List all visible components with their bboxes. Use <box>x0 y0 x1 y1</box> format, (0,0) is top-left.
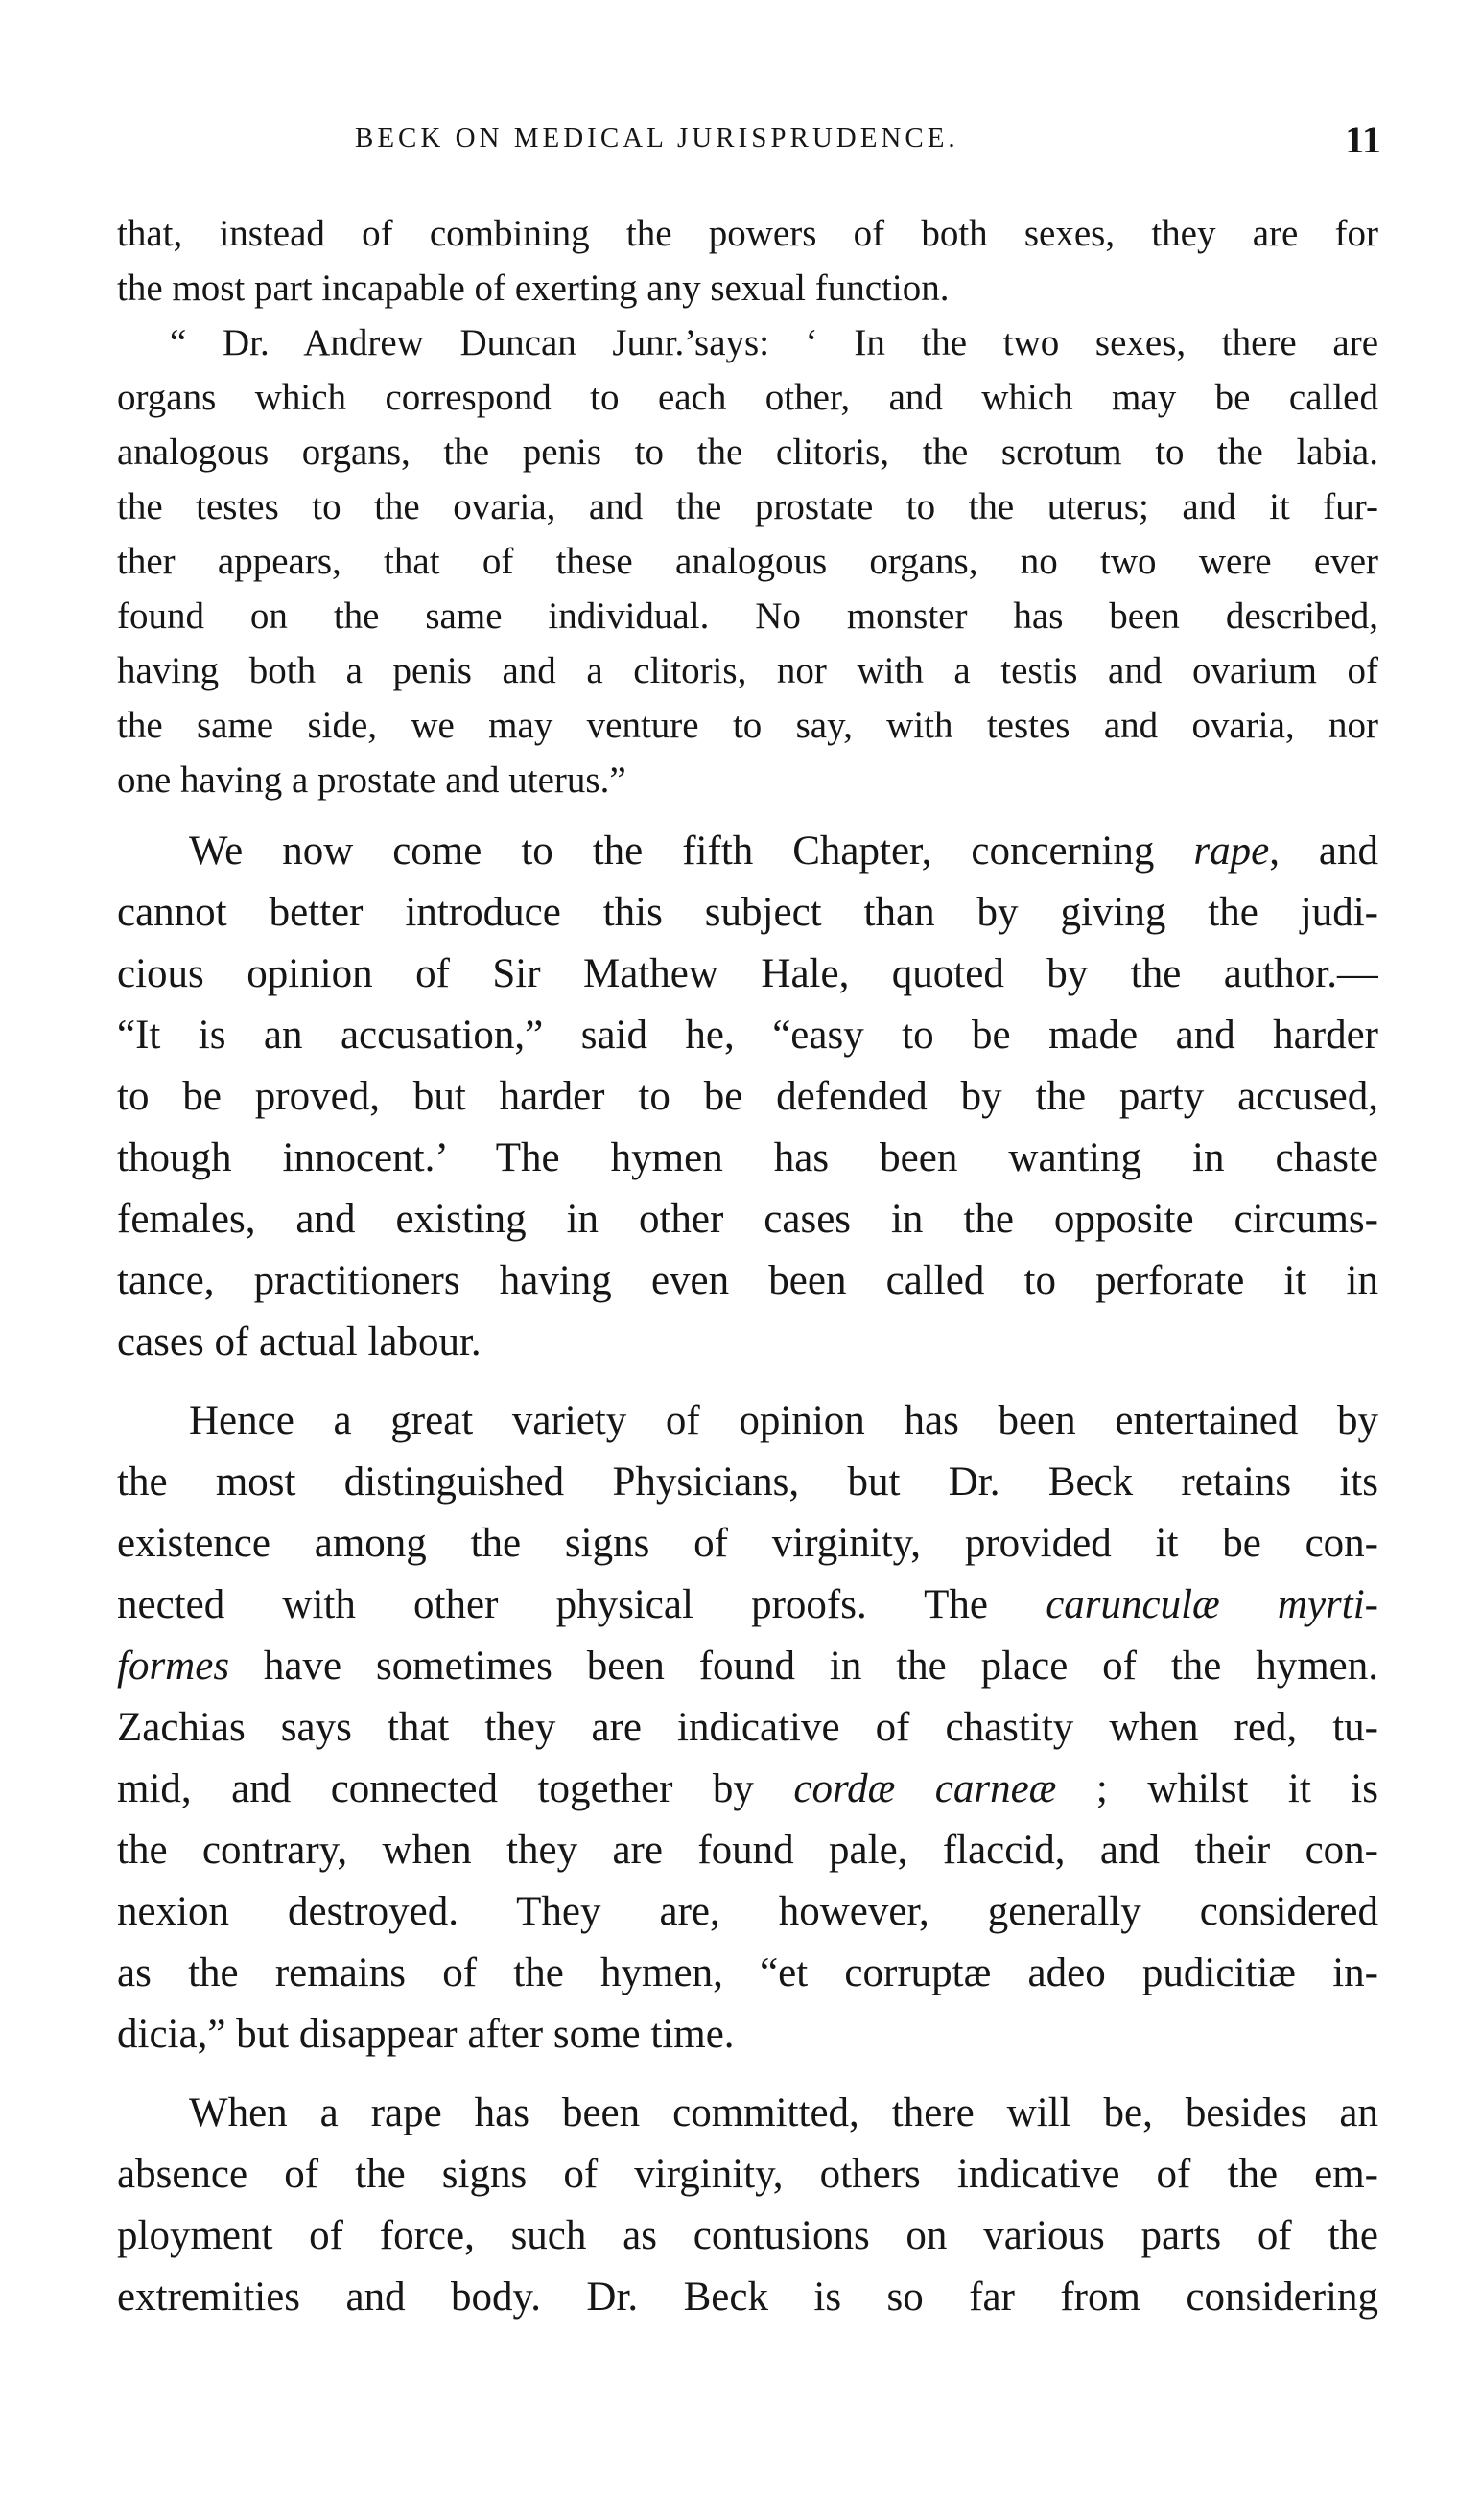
text-line: nexion destroyed. They are, however, generally considered <box>117 1889 1378 1934</box>
text-line: one having a prostate and uterus.” <box>117 759 626 801</box>
text-line: having both a penis and a clitoris, nor with a testis and ovarium of <box>117 650 1378 691</box>
text-line: the most part incapable of exerting any sexual function. <box>117 268 950 309</box>
text-line: cases of actual labour. <box>117 1319 482 1365</box>
text-line: the most distinguished Physicians, but Dr. Beck retains its <box>117 1459 1378 1505</box>
italic-term: carunculæ myrti- <box>1046 1582 1378 1627</box>
italic-term: formes <box>117 1644 230 1689</box>
italic-term: rape <box>1193 828 1270 874</box>
text-line: the contrary, when they are found pale, flaccid, and their con- <box>117 1828 1378 1873</box>
text-line: the same side, we may venture to say, with testes and ovaria, nor <box>117 705 1378 746</box>
text-line: that, instead of combining the powers of both sexes, they are for <box>117 213 1378 254</box>
text-line: cious opinion of Sir Mathew Hale, quoted by the author.— <box>117 951 1378 996</box>
text-line: ther appears, that of these analogous organs, no two were ever <box>117 541 1378 582</box>
text-line: nected with other physical proofs. The carunculæ myrti- <box>117 1582 1378 1627</box>
paragraph-3 <box>117 821 1378 1373</box>
body-text <box>117 206 1378 2328</box>
text-line: cannot better introduce this subject than by giving the judi- <box>117 890 1378 935</box>
text-line: absence of the signs of virginity, others indicative of the em- <box>117 2152 1378 2197</box>
paragraph-2 <box>117 315 1378 807</box>
text-line: formes have sometimes been found in the place of the hymen. <box>117 1644 1378 1689</box>
text-line: Hence a great variety of opinion has been entertained by <box>189 1398 1378 1443</box>
text-line: found on the same individual. No monster has been described, <box>117 595 1378 637</box>
text-line: ployment of force, such as contusions on various parts of the <box>117 2213 1378 2258</box>
page-header <box>355 118 1381 171</box>
text-line: We now come to the fifth Chapter, concerning rape, and <box>189 828 1378 874</box>
running-title: BECK ON MEDICAL JURISPRUDENCE. <box>355 123 959 153</box>
text-line: as the remains of the hymen, “et corruptæ adeo pudicitiæ in- <box>117 1950 1378 1995</box>
text-line: existence among the signs of virginity, provided it be con- <box>117 1521 1378 1566</box>
paragraph-4 <box>117 1390 1378 2065</box>
paragraph-5 <box>117 2083 1378 2328</box>
text-line: analogous organs, the penis to the clitoris, the scrotum to the labia. <box>117 432 1378 473</box>
text-line: dicia,” but disappear after some time. <box>117 2012 735 2057</box>
paragraph-1 <box>117 206 1378 315</box>
text-line: the testes to the ovaria, and the prostate to the uterus; and it fur- <box>117 486 1378 527</box>
text-line: to be proved, but harder to be defended by the party accused, <box>117 1074 1378 1119</box>
italic-term: cordæ carneæ <box>793 1766 1057 1811</box>
text-line: extremities and body. Dr. Beck is so far from considering <box>117 2275 1378 2320</box>
text-line: “It is an accusation,” said he, “easy to be made and harder <box>117 1013 1378 1058</box>
text-line: females, and existing in other cases in the opposite circums- <box>117 1197 1378 1242</box>
text-line: Zachias says that they are indicative of chastity when red, tu- <box>117 1705 1378 1750</box>
page-number: 11 <box>1345 118 1381 161</box>
text-line: mid, and connected together by cordæ carneæ ; whilst it is <box>117 1766 1378 1811</box>
text-line: tance, practitioners having even been called to perforate it in <box>117 1258 1378 1303</box>
text-line: though innocent.’ The hymen has been wanting in chaste <box>117 1135 1378 1180</box>
text-line: “ Dr. Andrew Duncan Junr.’says: ‘ In the two sexes, there are <box>170 322 1378 363</box>
text-line: organs which correspond to each other, and which may be called <box>117 377 1378 418</box>
text-line: When a rape has been committed, there will be, besides an <box>189 2090 1378 2135</box>
